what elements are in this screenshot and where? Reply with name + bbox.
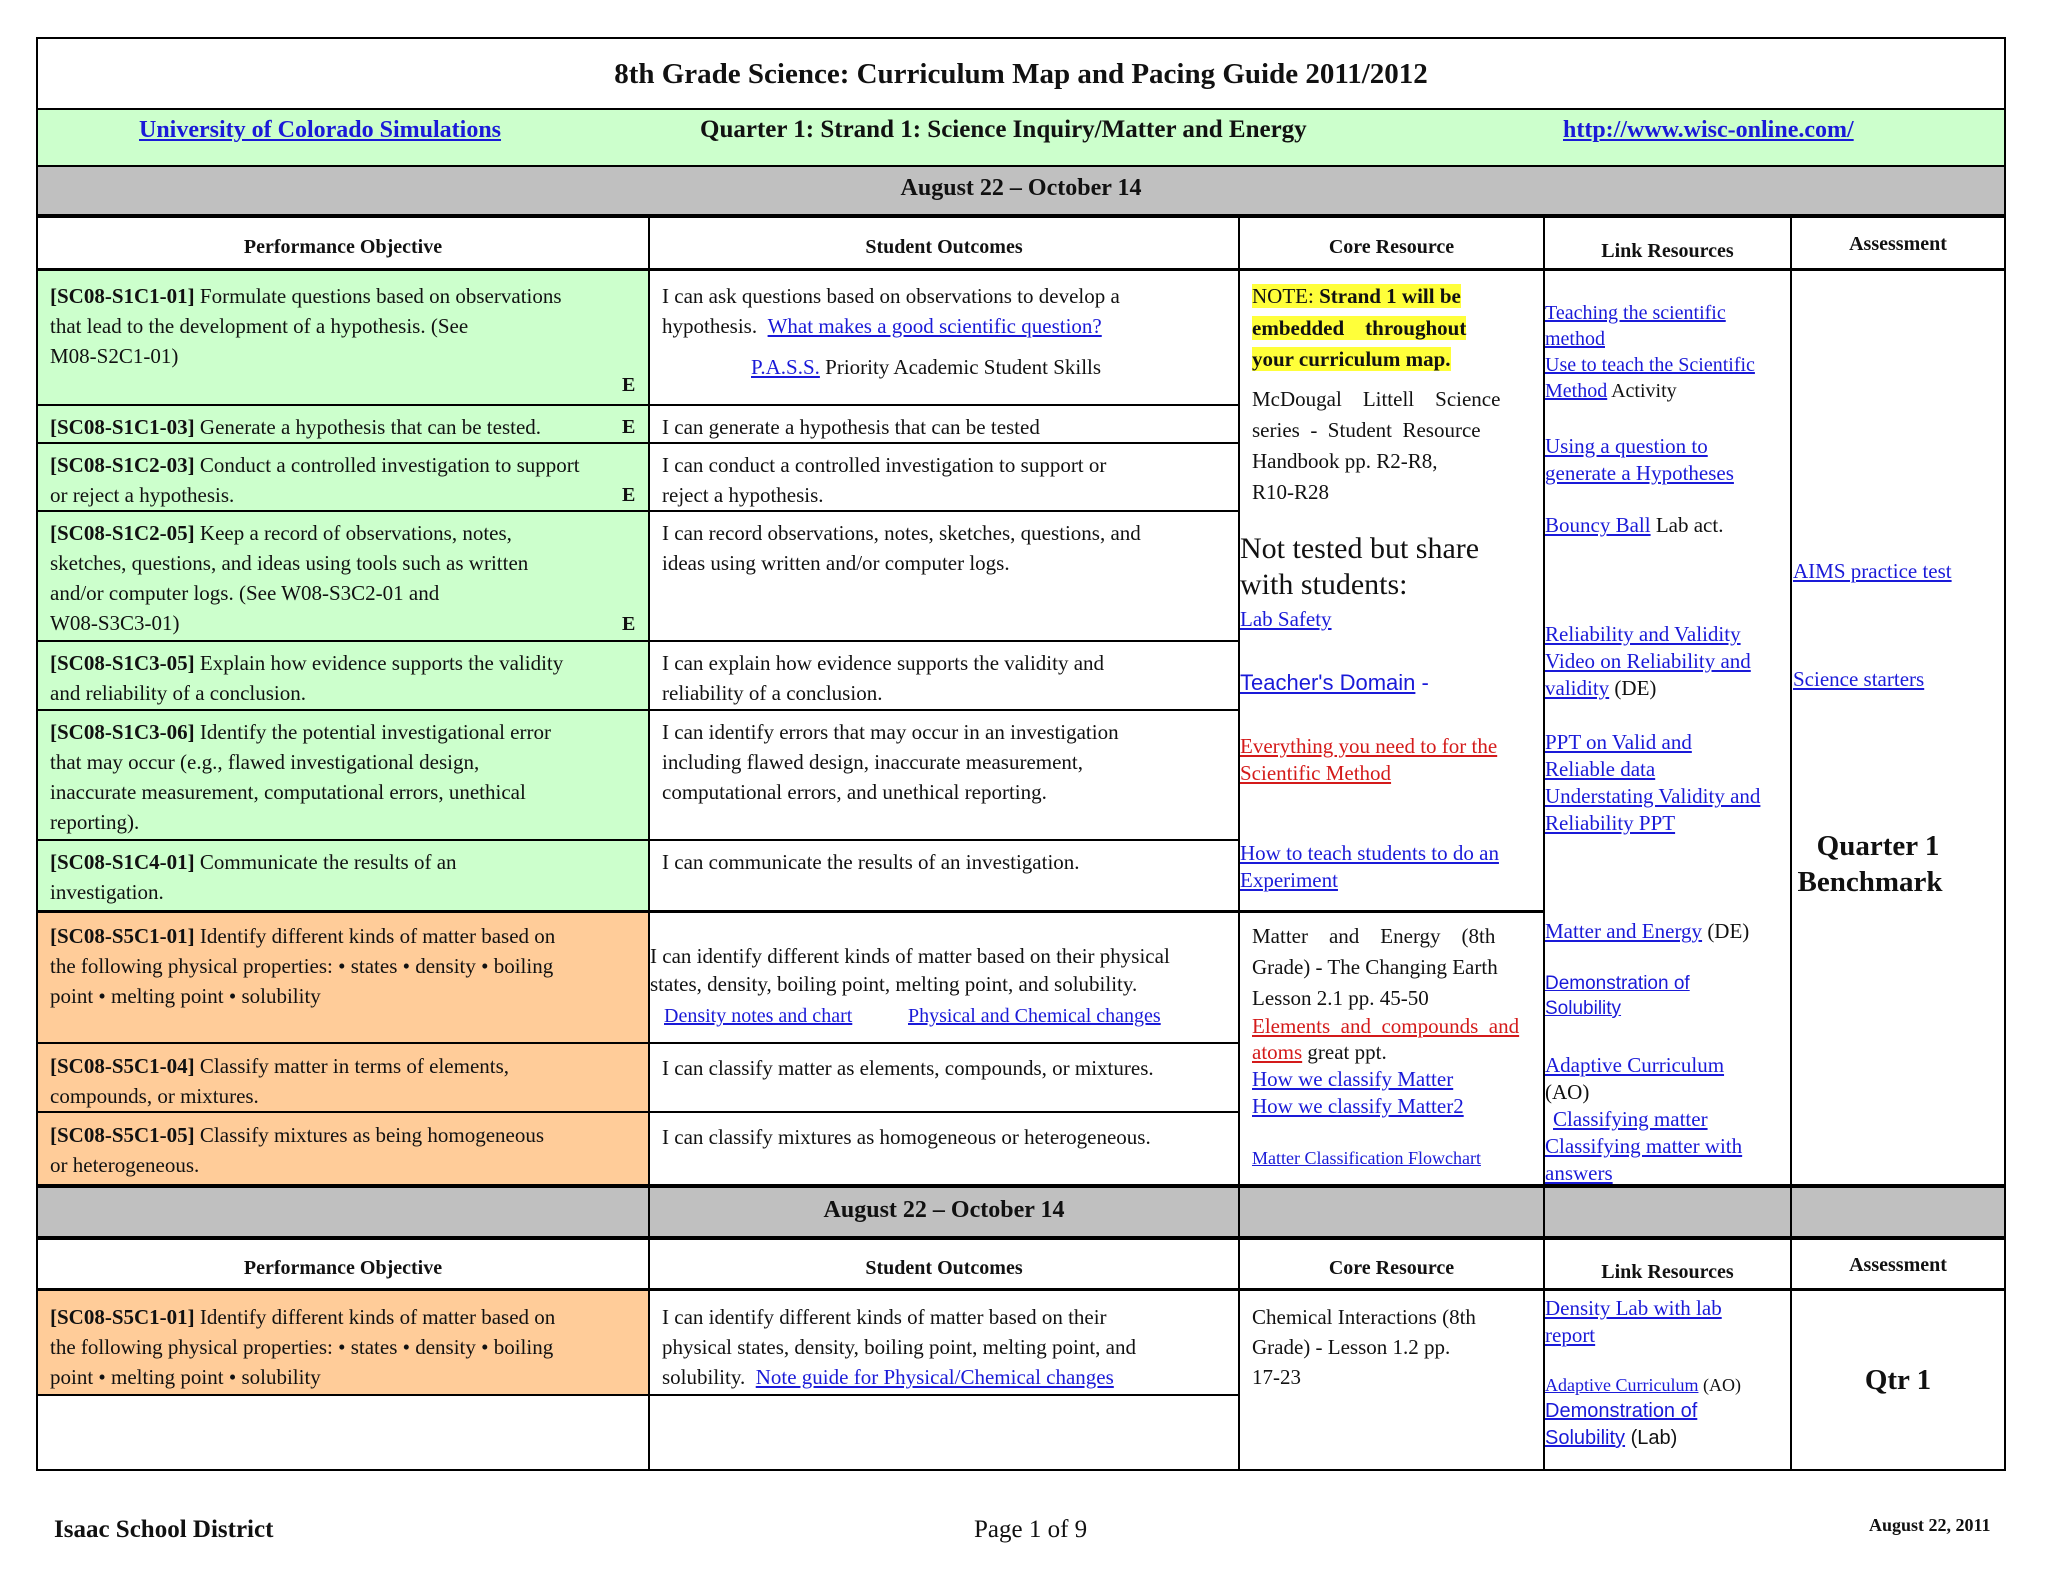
quarter-strand-heading: Quarter 1: Strand 1: Science Inquiry/Matter and Energy	[700, 116, 1307, 143]
matter-energy-text: Matter and Energy (8th	[1252, 924, 1496, 948]
question-hypotheses-link[interactable]: Using a question to	[1545, 434, 1708, 458]
col-header-core-resource-2: Core Resource	[1328, 1257, 1455, 1279]
outcome-text: I can explain how evidence supports the validity and	[662, 651, 1105, 675]
outcome-text: I can identify errors that may occur in an investigation	[662, 720, 1119, 744]
adaptive-curriculum-link[interactable]: Adaptive Curriculum	[1545, 1053, 1725, 1077]
aims-practice-test-link[interactable]: AIMS practice test	[1793, 559, 1952, 583]
scientific-method-link[interactable]: Everything you need to for the	[1240, 734, 1498, 758]
outcome-text: I can classify matter as elements, compounds, or mixtures.	[662, 1056, 1154, 1080]
matter-classification-flowchart-link[interactable]: Matter Classification Flowchart	[1252, 1148, 1481, 1168]
objective-row: [SC08-S5C1-01] Identify different kinds of matter based on	[50, 1305, 556, 1329]
col-header-link-resources: Link Resources	[1601, 240, 1734, 262]
curriculum-page: 8th Grade Science: Curriculum Map and Pacing Guide 2011/2012 University of Colorado Simulations Quarter 1: Strand 1: Science Inquiry/Matter and Energy http://www.wisc-online.com/ August 22 – October 14 Performance Objective Student Outcomes Core Resource Link Resources Assessment [SC08-S1C1-01] Formulate questions based on observations that lead to the development of a hypothesis. (See M08-S2C1-01) E [SC08-S1C1-03] Generate a hypothesis that can be tested. E [SC08-S1C2-03] Conduct a controlled investigation to support or reject a hypothesis. E [SC08-S1C2-05] Keep a record of observations, notes, sketches, questions, and ideas using tools such as written and/or computer logs. (See W08-S3C2-01 and W08-S3C3-01) E [SC08-S1C3-05] Explain how evidence supports the validity and reliability of a conclusion. [SC08-S1C3-06] Identify the potential investigational error that may occur (e.g., flawed investigational design, inaccurate measurement, computational errors, unethical reporting). [SC08-S1C4-01] Communicate the results of an investigation. [SC08-S5C1-01] Identify different kinds of matter based on the following physical properties: • states • density • boiling point • melting point • solubility [SC08-S5C1-04] Classify matter in terms of elements, compounds, or mixtures. [SC08-S5C1-05] Classify mixtures as being homogeneous or heterogeneous. I can ask questions based on observations to develop a hypothesis. What makes a good scientific question? P.A.S.S. Priority Academic Student Skills I can generate a hypothesis that can be tested I can conduct a controlled investigation to support or reject a hypothesis. I can record observations, notes, sketches, questions, and ideas using written and/or computer logs. I can explain how evidence supports the validity and reliability of a conclusion. I can identify errors that may occur in an investigation including flawed design, inaccurate measurement, computational errors, and unethical reporting. I can communicate the results of an investigation. I can identify different kinds of matter based on their physical states, density, boiling point, melting point, and solubility. Density notes and chart Physical and Chemical changes I can classify matter as elements, compounds, or mixtures. I can classify mixtures as homogeneous or heterogeneous. NOTE: Strand 1 will be embedded throughout your curriculum map. McDougal Littell Science series - Student Resource Handbook pp. R2-R8, R10-R28 Not tested but share with students: Lab Safety Teacher's Domain - Everything you need to for the Scientific Method How to teach students to do an Experiment Matter and Energy (8th Grade) - The Changing Earth Lesson 2.1 pp. 45-50 Elements and compounds and atoms great ppt. How we classify Matter How we classify Matter2 Matter Classification Flowchart Teaching the scientific method Use to teach the Scientific Method Activity Using a question to generate a Hypotheses Bouncy Ball Lab act. Reliability and Validity Video on Reliability and validity (DE) PPT on Valid and Reliable data Understating Validity and Reliability PPT Matter and Energy (DE) Demonstration of Solubility Adaptive Curriculum (AO) Classifying matter Classifying matter with answers AIMS practice test Science starters Quarter 1 Benchmark August 22 – October 14 Performance Objective Student Outcomes Core Resource Link Resources Assessment [SC08-S5C1-01] Identify different kinds of matter based on the following physical properties: • states • density • boiling point • melting point • solubility I can identify different kinds of matter based on their physical states, density, boiling point, melting point, and solubility. Note guide for Physical/Chemical changes Chemical Interactions (8th Grade) - Lesson 1.2 pp. 17-23 Density Lab with lab report Adaptive Curriculum (AO) Demonstration of Solubility (Lab) Qtr 1 Isaac School District Page 1 of 9 August 22, 2011	[0, 0, 2048, 1582]
col-header-link-resources-2: Link Resources	[1601, 1261, 1734, 1283]
wisc-online-link[interactable]: http://www.wisc-online.com/	[1563, 117, 1854, 143]
footer-district: Isaac School District	[54, 1516, 274, 1543]
mcdougal-littell-text: McDougal Littell Science	[1252, 387, 1501, 411]
col-header-student-outcomes-2: Student Outcomes	[865, 1257, 1023, 1279]
science-starters-link[interactable]: Science starters	[1793, 667, 1925, 691]
classify-matter-link[interactable]: How we classify Matter	[1252, 1067, 1454, 1091]
outcome-text: I can classify mixtures as homogeneous or heterogeneous.	[662, 1125, 1151, 1149]
essential-flag: E	[622, 416, 636, 438]
matter-and-energy-link[interactable]: Matter and Energy	[1545, 919, 1703, 943]
classifying-matter-answers-link[interactable]: Classifying matter with	[1545, 1134, 1743, 1158]
outcome-text: I can ask questions based on observations to develop a	[662, 284, 1120, 308]
col-header-performance-objective: Performance Objective	[243, 236, 443, 258]
bouncy-ball-link[interactable]: Bouncy Ball	[1545, 513, 1651, 537]
quarter-benchmark-label: Quarter 1	[1816, 830, 1940, 862]
understating-validity-link[interactable]: Understating Validity and	[1545, 784, 1761, 808]
university-of-colorado-link[interactable]: University of Colorado Simulations	[139, 117, 502, 143]
classifying-matter-link[interactable]: Classifying matter	[1553, 1107, 1708, 1131]
essential-flag: E	[622, 484, 636, 506]
chemical-interactions-text: Chemical Interactions (8th	[1252, 1305, 1476, 1329]
reliability-validity-link[interactable]: Reliability and Validity	[1545, 622, 1741, 646]
col-header-assessment: Assessment	[1849, 233, 1947, 255]
outcome-text: I can identify different kinds of matter based on their physical	[650, 944, 1170, 968]
density-notes-link[interactable]: Density notes and chart	[664, 1005, 853, 1027]
lab-safety-link[interactable]: Lab Safety	[1240, 607, 1332, 631]
footer-page-number: Page 1 of 9	[974, 1516, 1088, 1543]
elements-compounds-link[interactable]: Elements and compounds and	[1252, 1014, 1520, 1038]
video-reliability-link[interactable]: Video on Reliability and	[1545, 649, 1751, 673]
adaptive-curriculum-link-2[interactable]: Adaptive Curriculum	[1545, 1375, 1699, 1395]
qtr1-assessment-label: Qtr 1	[1864, 1364, 1932, 1396]
essential-flag: E	[622, 374, 636, 396]
col-header-student-outcomes: Student Outcomes	[865, 236, 1023, 258]
classify-matter2-link[interactable]: How we classify Matter2	[1252, 1094, 1464, 1118]
page-title: 8th Grade Science: Curriculum Map and Pacing Guide 2011/2012	[614, 58, 1428, 90]
date-range: August 22 – October 14	[900, 175, 1142, 201]
footer-date: August 22, 2011	[1869, 1515, 1991, 1535]
teachers-domain-link[interactable]: Teacher's Domain	[1240, 670, 1416, 695]
outcome-text: I can identify different kinds of matter based on their	[662, 1305, 1107, 1329]
outcome-text: I can generate a hypothesis that can be tested	[662, 415, 1040, 439]
date-range-2: August 22 – October 14	[823, 1197, 1065, 1223]
note-guide-link[interactable]: Note guide for Physical/Chemical changes	[755, 1365, 1114, 1389]
pass-link[interactable]: P.A.S.S.	[751, 355, 820, 379]
demonstration-solubility-link-2[interactable]: Demonstration of	[1545, 1400, 1698, 1422]
use-to-teach-scientific-method-link[interactable]: Use to teach the Scientific	[1545, 354, 1755, 376]
how-to-teach-experiment-link[interactable]: How to teach students to do an	[1240, 841, 1499, 865]
outcome-text: I can communicate the results of an investigation.	[662, 850, 1080, 874]
col-header-assessment-2: Assessment	[1849, 1254, 1947, 1276]
not-tested-heading: Not tested but share	[1240, 532, 1480, 565]
outcome-text: I can record observations, notes, sketches, questions, and	[662, 521, 1141, 545]
col-header-core-resource: Core Resource	[1328, 236, 1455, 258]
essential-flag: E	[622, 613, 636, 635]
demonstration-solubility-link[interactable]: Demonstration of	[1545, 973, 1690, 994]
objective-code: [SC08-S1C1-01]	[50, 284, 195, 308]
col-header-performance-objective-2: Performance Objective	[243, 1257, 443, 1279]
good-scientific-question-link[interactable]: What makes a good scientific question?	[767, 314, 1102, 338]
strand-note: NOTE: Strand 1 will be	[1252, 284, 1461, 308]
teaching-scientific-method-link[interactable]: Teaching the scientific	[1545, 302, 1726, 324]
ppt-valid-reliable-link[interactable]: PPT on Valid and	[1545, 730, 1692, 754]
density-lab-link[interactable]: Density Lab with lab	[1545, 1296, 1722, 1320]
outcome-text: I can conduct a controlled investigation to support or	[662, 453, 1107, 477]
physical-chemical-changes-link[interactable]: Physical and Chemical changes	[908, 1005, 1161, 1027]
